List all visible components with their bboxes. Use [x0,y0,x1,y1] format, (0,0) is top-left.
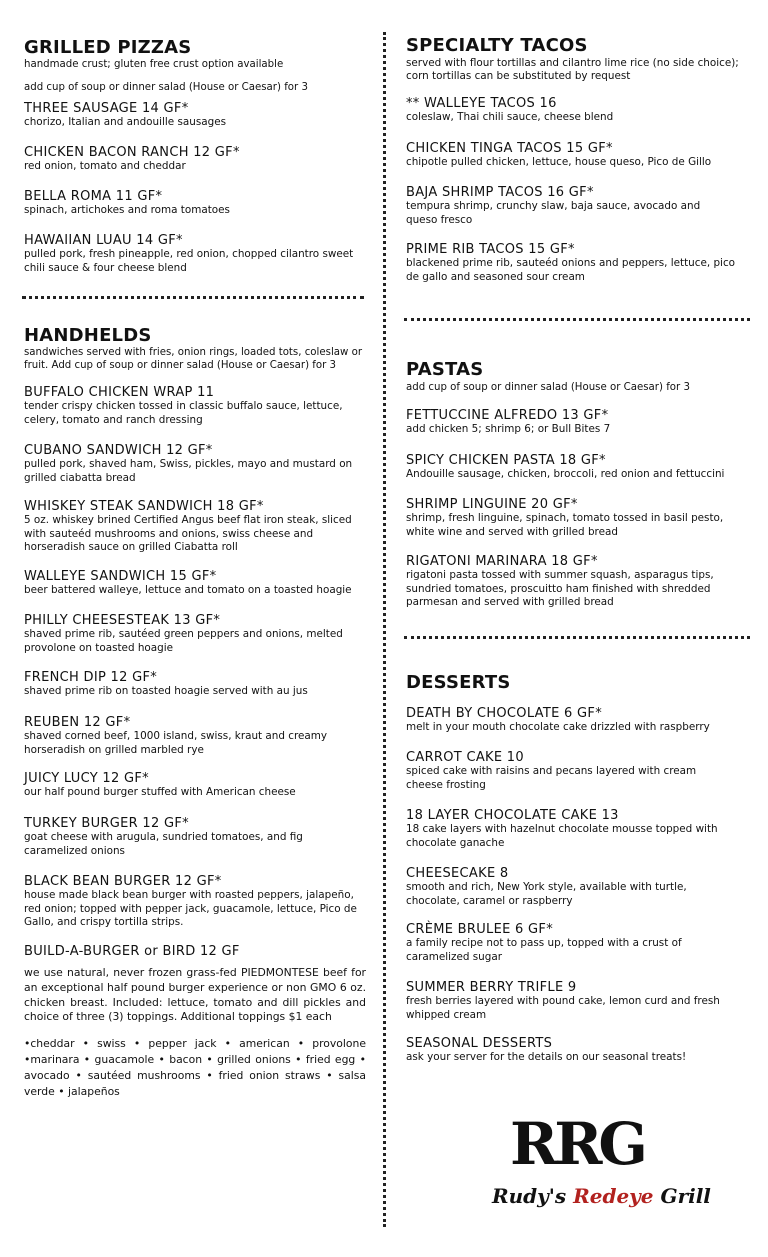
logo-monogram: RRG [510,1110,644,1178]
item-description: goat cheese with arugula, sundried tomatoes, and fig caramelized onions [24,831,303,857]
item-description: pulled pork, shaved ham, Swiss, pickles, mayo and mustard on grilled ciabatta bread [24,458,353,484]
item-name: SUMMER BERRY TRIFLE 9 [406,980,577,995]
item-name: BAJA SHRIMP TACOS 16 GF* [406,185,594,200]
logo-word: Redeye [573,1184,654,1208]
menu-item [406,922,726,964]
item-description: we use natural, never frozen grass-fed PIEDMONTESE beef for an exceptional half pound burger experience or non GMO 6 oz. chicken breast. Included: lettuce, tomato and dill pickles and choice of three (3) toppings. Additional toppings $1 each [24,966,366,1024]
item-description: melt in your mouth chocolate cake drizzled with raspberry [406,721,710,733]
item-name: CARROT CAKE 10 [406,750,524,765]
item-name: CHICKEN BACON RANCH 12 GF* [24,145,240,160]
menu-item [24,569,364,598]
section-title: SPECIALTY TACOS [406,35,588,56]
menu-item [406,554,746,610]
item-description: smooth and rich, New York style, available with turtle, chocolate, caramel or raspberry [406,881,687,907]
item-name: SPICY CHICKEN PASTA 18 GF* [406,453,606,468]
item-name: FRENCH DIP 12 GF* [24,670,158,685]
menu-item [406,96,756,125]
menu-item [406,1036,758,1065]
logo-word: Rudy's [492,1184,574,1208]
menu-item [406,866,741,908]
item-description: shaved corned beef, 1000 island, swiss, kraut and creamy horseradish on grilled marbled rye [24,730,328,756]
menu-item [24,874,364,930]
menu-item [406,750,736,792]
item-name: CRÈME BRULEE 6 GF* [406,922,554,937]
item-description: red onion, tomato and cheddar [24,160,186,172]
logo-wordmark [492,1184,711,1208]
item-description: 5 oz. whiskey brined Certified Angus beef flat iron steak, sliced with sauteéd mushrooms and onions, swiss cheese and horseradish sauce on grilled Ciabatta roll [24,514,352,554]
menu-item [24,816,364,858]
menu-item [24,233,359,275]
item-description: add chicken 5; shrimp 6; or Bull Bites 7 [406,423,611,435]
section-desserts [406,673,756,693]
menu-item [406,408,756,437]
menu-item [24,499,364,555]
item-name: WHISKEY STEAK SANDWICH 18 GF* [24,499,264,514]
section-specialty-tacos [406,36,758,84]
menu-item [406,185,706,227]
item-name: JUICY LUCY 12 GF* [24,771,149,786]
section-title: PASTAS [406,359,484,380]
section-note: served with flour tortillas and cilantro lime rice (no side choice); corn tortillas can be substituted by request [406,57,739,83]
item-description: shaved prime rib on toasted hoagie served with au jus [24,685,308,697]
item-name: TURKEY BURGER 12 GF* [24,816,189,831]
item-description: spinach, artichokes and roma tomatoes [24,204,230,216]
menu-item [406,141,756,170]
menu-item [24,101,369,130]
menu-item [24,145,369,174]
item-description: spiced cake with raisins and pecans layered with cream cheese frosting [406,765,697,791]
item-description: blackened prime rib, sauteéd onions and peppers, lettuce, pico de gallo and seasoned sour cream [406,257,736,283]
item-description: a family recipe not to pass up, topped with a crust of caramelized sugar [406,937,682,963]
item-description: ask your server for the details on our seasonal treats! [406,1051,687,1063]
logo-word: Grill [653,1184,711,1208]
item-name: SHRIMP LINGUINE 20 GF* [406,497,578,512]
item-description: chipotle pulled chicken, lettuce, house queso, Pico de Gillo [406,156,712,168]
section-note: add cup of soup or dinner salad (House or Caesar) for 3 [24,81,308,93]
item-name: BLACK BEAN BURGER 12 GF* [24,874,222,889]
menu-item [406,453,758,482]
item-description: shrimp, fresh linguine, spinach, tomato tossed in basil pesto, white wine and served with grilled bread [406,512,724,538]
item-name: CHICKEN TINGA TACOS 15 GF* [406,141,613,156]
menu-item [24,670,364,699]
item-description: house made black bean burger with roasted peppers, jalapeño, red onion; topped with pepper jack, guacamole, lettuce, Pico de Gallo, and crispy tortilla strips. [24,889,357,929]
dotted-divider [22,296,364,299]
item-description: Andouille sausage, chicken, broccoli, red onion and fettuccini [406,468,725,480]
item-description: fresh berries layered with pound cake, lemon curd and fresh whipped cream [406,995,720,1021]
menu-item [406,808,751,850]
section-note: sandwiches served with fries, onion rings, loaded tots, coleslaw or fruit. Add cup of soup or dinner salad (House or Caesar) for 3 [24,347,363,371]
menu-item [406,980,751,1022]
item-description: beer battered walleye, lettuce and tomato on a toasted hoagie [24,584,352,596]
section-title: DESSERTS [406,672,511,693]
dotted-divider [404,318,750,321]
menu-item [24,771,364,800]
item-description: our half pound burger stuffed with American cheese [24,786,296,798]
menu-item [406,497,746,539]
dotted-divider [404,636,750,639]
item-name: 18 LAYER CHOCOLATE CAKE 13 [406,808,619,823]
item-name: WALLEYE SANDWICH 15 GF* [24,569,217,584]
menu-item [406,242,746,284]
section-note: handmade crust; gluten free crust option available [24,59,284,70]
item-description: tender crispy chicken tossed in classic buffalo sauce, lettuce, celery, tomato and ranch dressing [24,400,343,426]
item-name: CUBANO SANDWICH 12 GF* [24,443,213,458]
item-name: CHEESECAKE 8 [406,866,509,881]
item-name: RIGATONI MARINARA 18 GF* [406,554,598,569]
item-name: DEATH BY CHOCOLATE 6 GF* [406,706,602,721]
menu-item [24,613,364,655]
item-description: chorizo, Italian and andouille sausages [24,116,227,128]
menu-item [24,189,369,218]
column-divider [383,32,386,1227]
menu-item [24,443,364,485]
item-name: SEASONAL DESSERTS [406,1036,553,1051]
item-name: HAWAIIAN LUAU 14 GF* [24,233,183,248]
item-name: THREE SAUSAGE 14 GF* [24,101,189,116]
section-pastas [406,360,756,395]
menu-item [24,385,364,427]
item-name: ** WALLEYE TACOS 16 [406,96,557,111]
item-name: BUILD-A-BURGER or BIRD 12 GF [24,944,240,959]
item-name: BUFFALO CHICKEN WRAP 11 [24,385,215,400]
menu-item [406,706,758,735]
toppings-list: •cheddar • swiss • pepper jack • american • provolone •marinara • guacamole • bacon • grilled onions • fried egg • avocado • sautéed mushrooms • fried onion straws • salsa verde • jalapeños [24,1037,366,1099]
item-description: pulled pork, fresh pineapple, red onion, chopped cilantro sweet chili sauce & four cheese blend [24,248,354,274]
item-name: REUBEN 12 GF* [24,715,131,730]
item-name: PRIME RIB TACOS 15 GF* [406,242,575,257]
item-name: PHILLY CHEESESTEAK 13 GF* [24,613,221,628]
build-a-burger [24,944,366,1100]
section-handhelds [24,326,364,372]
item-description: 18 cake layers with hazelnut chocolate mousse topped with chocolate ganache [406,823,718,849]
item-description: rigatoni pasta tossed with summer squash, asparagus tips, sundried tomatoes, proscuitto ham finished with shredded parmesan and served with grilled bread [406,569,714,609]
item-description: tempura shrimp, crunchy slaw, baja sauce, avocado and queso fresco [406,200,701,226]
item-name: FETTUCCINE ALFREDO 13 GF* [406,408,609,423]
item-name: BELLA ROMA 11 GF* [24,189,163,204]
section-title: GRILLED PIZZAS [24,37,192,58]
item-description: shaved prime rib, sautéed green peppers and onions, melted provolone on toasted hoagie [24,628,343,654]
menu-item [24,715,364,757]
restaurant-logo [490,1110,711,1225]
section-note: add cup of soup or dinner salad (House or Caesar) for 3 [406,382,690,393]
section-title: HANDHELDS [24,325,152,346]
item-description: coleslaw, Thai chili sauce, cheese blend [406,111,614,123]
section-grilled-pizzas [24,38,369,94]
